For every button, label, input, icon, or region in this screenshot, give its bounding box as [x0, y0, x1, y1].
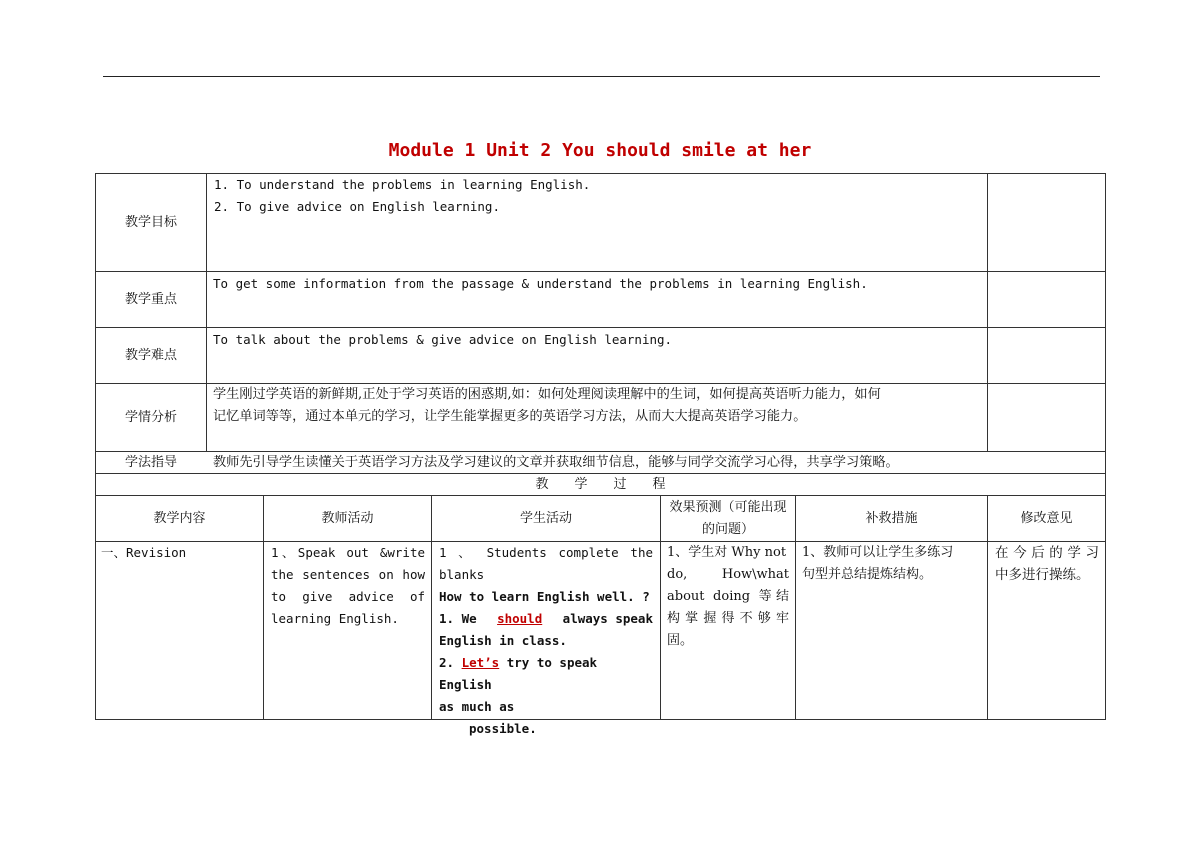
- student-line: [439, 608, 653, 630]
- student-line: blanks: [439, 567, 485, 582]
- teacher-line: 1、Speak out &write: [271, 545, 425, 560]
- column-header-remedy: 补救措施: [865, 510, 918, 526]
- difficulties-label: 教学难点: [124, 347, 177, 363]
- blank-prefix: 1. We: [439, 611, 477, 626]
- effect-line: 构掌握得不够牢: [667, 611, 789, 626]
- student-line: [439, 652, 653, 696]
- blank-prefix: 2.: [439, 655, 462, 670]
- row-remedy: [802, 542, 986, 586]
- objective-item: 2. To give advice on English learning.: [214, 199, 500, 214]
- effect-line: do, How\what: [667, 567, 789, 582]
- column-header-effect: 效果预测（可能出现的问题）: [669, 499, 787, 537]
- column-header-revision: 修改意见: [1020, 510, 1073, 526]
- blank-suffix: always speak: [562, 611, 653, 626]
- objective-item: 1. To understand the problems in learning English.: [214, 177, 591, 192]
- student-line: as much as: [439, 699, 515, 714]
- column-header-content: 教学内容: [153, 510, 206, 526]
- analysis-text: [213, 384, 985, 428]
- remedy-line: 句型并总结提炼结构。: [802, 567, 933, 582]
- header-rule: [103, 76, 1100, 77]
- objectives-label: 教学目标: [124, 214, 177, 230]
- answer-lets: Let’s: [461, 655, 500, 670]
- student-line: How to learn English well. ?: [439, 589, 650, 604]
- row-teacher-activity: [271, 542, 425, 630]
- process-header: 教 学 过 程: [535, 476, 666, 492]
- blank-suffix: try to speak English: [439, 655, 598, 692]
- student-line: 1 、 Students complete the: [439, 545, 653, 560]
- column-header-teacher: 教师活动: [321, 510, 374, 526]
- objectives-list: [214, 174, 984, 218]
- revision-line: 中多进行操练。: [995, 567, 1090, 583]
- method-label: 学法指导: [124, 454, 177, 470]
- key-points-text: To get some information from the passage & understand the problems in learning English.: [213, 276, 868, 291]
- effect-line: 固。: [667, 633, 694, 648]
- key-points-label: 教学重点: [124, 291, 177, 307]
- teacher-line: the sentences on how: [271, 567, 425, 582]
- analysis-line: 记忆单词等等，通过本单元的学习，让学生能掌握更多的英语学习方法，从而大大提高英语学习能力。: [213, 409, 807, 424]
- difficulties-text: To talk about the problems & give advice on English learning.: [213, 332, 673, 347]
- answer-should: should: [497, 611, 543, 626]
- revision-line: 在今后的学习: [995, 545, 1099, 561]
- effect-line: about doing 等结: [667, 589, 789, 604]
- row-student-activity: [439, 542, 653, 740]
- row-effect-prediction: [667, 542, 789, 652]
- student-line: possible.: [469, 721, 537, 736]
- method-text: 教师先引导学生读懂关于英语学习方法及学习建议的文章并获取细节信息，能够与同学交流学习心得，共享学习策略。: [213, 454, 899, 470]
- analysis-line: 学生刚过学英语的新鲜期,正处于学习英语的困惑期,如：如何处理阅读理解中的生词，如何提高英语听力能力，如何: [213, 387, 881, 402]
- analysis-label: 学情分析: [124, 409, 177, 425]
- remedy-line: 1、教师可以让学生多练习: [802, 545, 954, 560]
- teacher-line: learning English.: [271, 611, 399, 626]
- row-revision-notes: [995, 542, 1099, 586]
- document-title: Module 1 Unit 2 You should smile at her: [388, 140, 812, 161]
- row-content-revision: 一、Revision: [101, 545, 187, 560]
- column-header-student: 学生活动: [519, 510, 572, 526]
- student-line: English in class.: [439, 633, 567, 648]
- teacher-line: to give advice of: [271, 589, 425, 604]
- effect-line: 1、学生对 Why not: [667, 545, 787, 560]
